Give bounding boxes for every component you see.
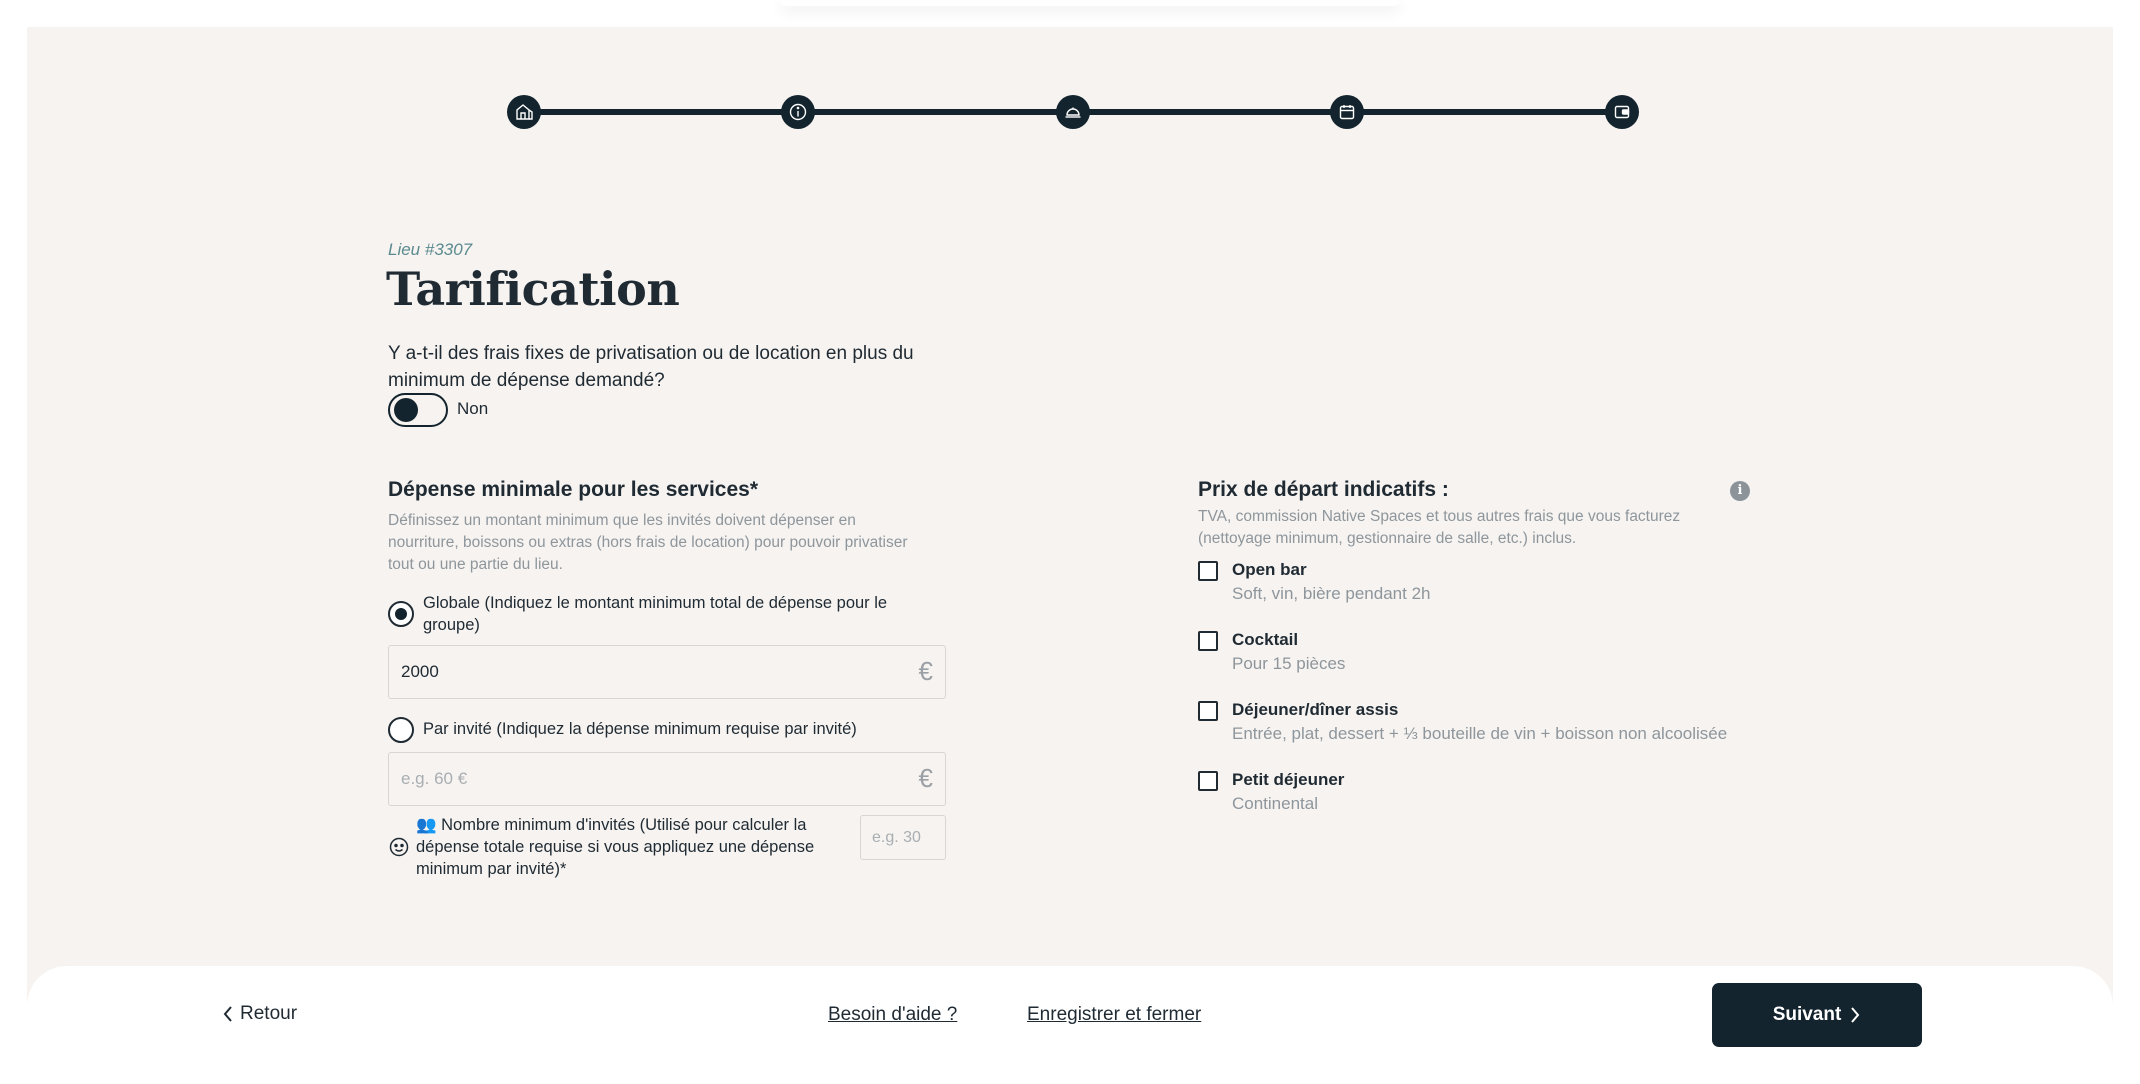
fixed-fee-toggle-label: Non xyxy=(457,399,489,418)
per-guest-amount-field xyxy=(388,752,946,806)
min-guests-label: 👥 Nombre minimum d'invités (Utilisé pour calculer la dépense totale requise si vous appliquez une dépense minimum par invité)* xyxy=(416,816,815,878)
price-item-detail: Continental xyxy=(1232,794,1319,813)
save-and-close-link[interactable]: Enregistrer et fermer xyxy=(1027,1004,1202,1025)
chevron-right-icon xyxy=(1849,1006,1861,1024)
wallet-icon xyxy=(1612,102,1632,122)
face-icon xyxy=(388,836,410,858)
min-spend-description: Définissez un montant minimum que les invités doivent dépenser en nourriture, boissons ou extras (hors frais de location) pour pouvoir privatiser tout ou une partie du lieu. xyxy=(388,512,908,573)
price-item-name: Open bar xyxy=(1232,560,1307,579)
price-item-detail: Soft, vin, bière pendant 2h xyxy=(1232,584,1431,603)
info-icon[interactable]: i xyxy=(1730,481,1750,501)
step-pricing[interactable] xyxy=(1605,95,1639,129)
step-info[interactable] xyxy=(781,95,815,129)
per-guest-amount-input[interactable] xyxy=(389,753,889,804)
back-button[interactable] xyxy=(222,1003,297,1025)
breakfast-checkbox[interactable] xyxy=(1198,771,1218,791)
back-button-label: Retour xyxy=(240,1003,298,1024)
price-item-name: Cocktail xyxy=(1232,630,1299,649)
euro-icon: € xyxy=(918,656,933,686)
step-catering[interactable] xyxy=(1056,95,1090,129)
radio-global[interactable] xyxy=(388,601,414,627)
venue-reference: Lieu #3307 xyxy=(388,240,473,259)
next-button[interactable] xyxy=(1712,983,1922,1047)
price-item-detail: Entrée, plat, dessert + ⅓ bouteille de vin + boisson non alcoolisée xyxy=(1232,724,1728,743)
fixed-fee-question: Y a-t-il des frais fixes de privatisation ou de location en plus du minimum de dépense demandé? xyxy=(388,343,914,391)
radio-per-guest-label: Par invité (Indiquez la dépense minimum requise par invité) xyxy=(423,720,857,738)
price-item-detail: Pour 15 pièces xyxy=(1232,654,1346,673)
chevron-left-icon xyxy=(222,1005,234,1023)
step-availability[interactable] xyxy=(1330,95,1364,129)
cloche-icon xyxy=(1063,102,1083,122)
help-link[interactable]: Besoin d'aide ? xyxy=(828,1004,958,1025)
info-icon xyxy=(788,102,808,122)
euro-icon: € xyxy=(918,763,933,793)
global-amount-field xyxy=(388,645,946,699)
top-shadow xyxy=(780,0,1400,6)
starting-prices-title: Prix de départ indicatifs : xyxy=(1198,478,1449,501)
next-button-label: Suivant xyxy=(1772,1004,1842,1025)
open-bar-checkbox[interactable] xyxy=(1198,561,1218,581)
radio-per-guest[interactable] xyxy=(388,717,414,743)
content-panel xyxy=(27,27,2113,1084)
seated-meal-checkbox[interactable] xyxy=(1198,701,1218,721)
calendar-icon xyxy=(1337,102,1357,122)
toggle-knob xyxy=(394,398,418,422)
global-amount-input[interactable] xyxy=(389,646,889,697)
radio-global-label: Globale (Indiquez le montant minimum total de dépense pour le groupe) xyxy=(423,594,888,634)
starting-prices-description: TVA, commission Native Spaces et tous autres frais que vous facturez (nettoyage minimum, gestionnaire de salle, etc.) inclus. xyxy=(1198,508,1681,547)
price-item-name: Petit déjeuner xyxy=(1232,770,1345,789)
step-venue[interactable] xyxy=(507,95,541,129)
cocktail-checkbox[interactable] xyxy=(1198,631,1218,651)
price-item-name: Déjeuner/dîner assis xyxy=(1232,700,1399,719)
fixed-fee-toggle[interactable] xyxy=(388,393,448,427)
page-title: Tarification xyxy=(386,262,680,316)
venue-icon xyxy=(514,102,534,122)
min-guests-input[interactable] xyxy=(860,815,946,860)
min-spend-title: Dépense minimale pour les services* xyxy=(388,478,759,501)
